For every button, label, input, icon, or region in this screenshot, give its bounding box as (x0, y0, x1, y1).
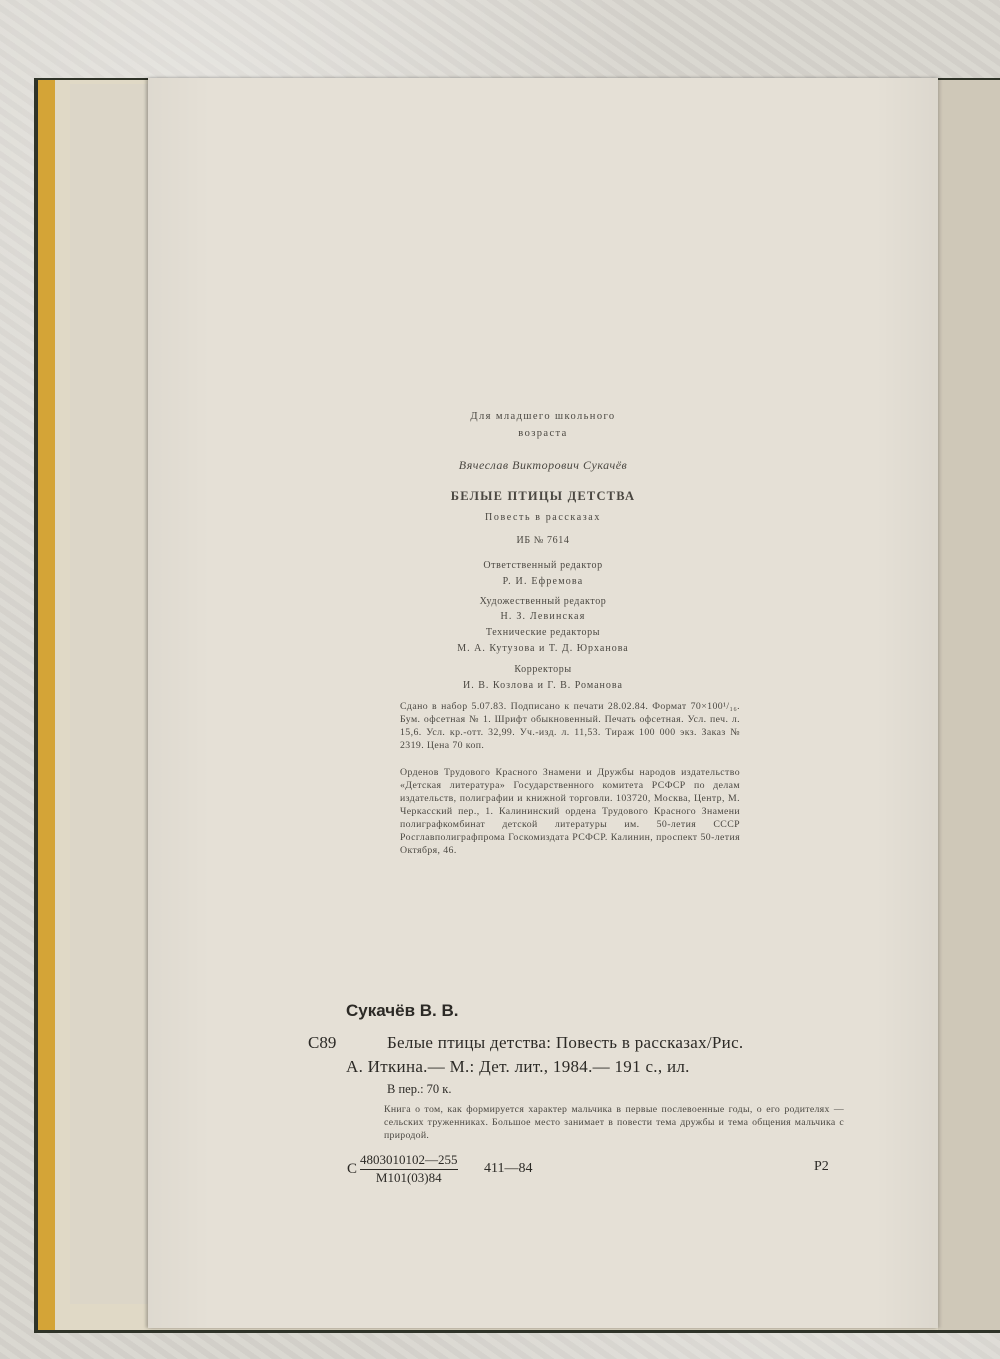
book-subtitle: Повесть в рассказах (485, 512, 601, 523)
card-code: С89 (308, 1033, 337, 1052)
author-full-name: Вячеслав Викторович Сукачёв (458, 458, 628, 472)
ib-number: ИБ № 7614 (516, 535, 570, 546)
card-index-suffix: 411—84 (484, 1161, 533, 1176)
resp-editor-label: Ответственный редактор (483, 560, 603, 571)
endpaper-strip (70, 84, 151, 1304)
art-editor-name: Н. З. Левинская (500, 611, 586, 622)
card-classification: Р2 (814, 1159, 829, 1174)
card-index-denominator: М101(03)84 (375, 1170, 442, 1185)
card-line-2: А. Иткина.— М.: Дет. лит., 1984.— 191 с., ил. (346, 1057, 690, 1076)
book-page (148, 78, 938, 1328)
art-editor-label: Художественный редактор (479, 596, 607, 607)
correctors-label: Корректоры (514, 664, 572, 675)
print-details: Сдано в набор 5.07.83. Подписано к печати 28.02.84. Формат 70×100¹/₁₆. Бум. офсетная № 1. Шрифт обыкновенный. Печать офсетная. Усл. печ. л. 15,6. Усл. кр.-отт. 32,99. Уч.-изд. л. 11,53. Тираж 100 000 экз. Заказ № 2319. Цена 70 коп. (400, 701, 740, 751)
card-index-numerator: 4803010102—255 (360, 1152, 458, 1170)
card-price: В пер.: 70 к. (387, 1082, 452, 1096)
correctors-names: И. В. Козлова и Г. В. Романова (463, 680, 623, 691)
resp-editor-name: Р. И. Ефремова (502, 576, 584, 587)
card-index-fraction (360, 1152, 458, 1186)
right-cover-board (938, 80, 1000, 1330)
card-annotation: Книга о том, как формируется характер мальчика в первые послевоенные годы, о его родителях — сельских труженниках. Большое место занимает в повести тема дружбы и тема общения мальчика с природой. (384, 1104, 844, 1141)
tech-editors-names: М. А. Кутузова и Т. Д. Юрханова (457, 643, 629, 654)
card-index-prefix: С (347, 1161, 358, 1177)
publisher-details: Орденов Трудового Красного Знамени и Дружбы народов издательство «Детская литература» Государственного комитета РСФСР по делам издательств, полиграфии и книжной торговли. 103720, Москва, Центр, М. Черкасский пер., 1. Калининский ордена Трудового Красного Знамени полиграфкомбинат детской литературы им. 50-летия СССР Росглавполиграфпрома Госкомиздата РСФСР. Калинин, проспект 50-летия Октября, 46. (400, 767, 740, 856)
tech-editors-label: Технические редакторы (485, 627, 601, 638)
book-title: БЕЛЫЕ ПТИЦЫ ДЕТСТВА (450, 489, 636, 503)
card-line-1: Белые птицы детства: Повесть в рассказах/Рис. (387, 1033, 744, 1052)
card-author: Сукачёв В. В. (346, 1001, 459, 1020)
age-line-1: Для младшего школьного (470, 411, 616, 422)
age-line-2: возраста (518, 428, 568, 439)
